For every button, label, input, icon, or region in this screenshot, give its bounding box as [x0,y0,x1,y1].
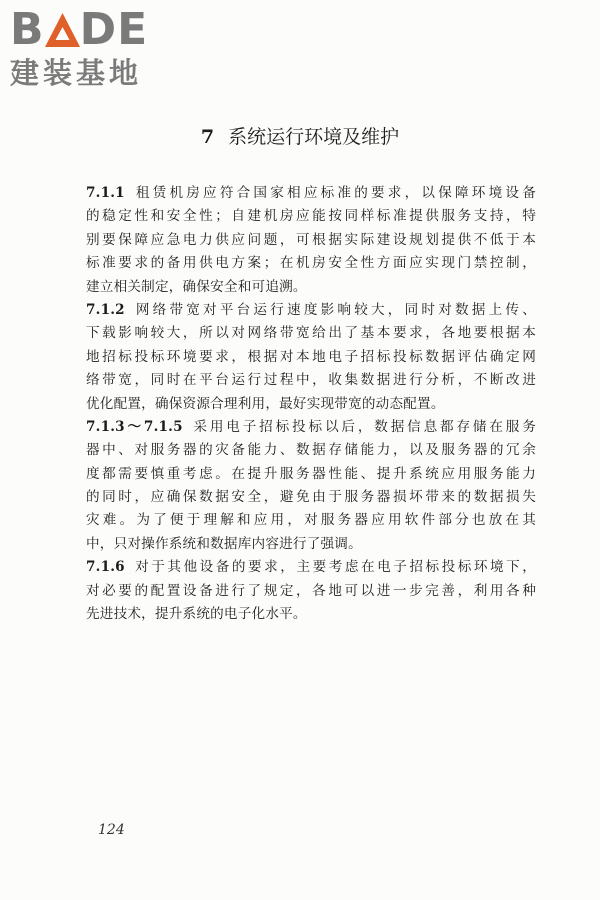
section-line: 度都需要慎重考虑。在提升服务器性能、提升系统应用服务能力 [86,465,536,482]
section-line [86,299,536,322]
section-text: 对于其他设备的要求，主要考虑在电子招标投标环境下， [132,559,536,576]
logo-letters-de: DE [79,4,149,55]
section-line: 下载影响较大，所以对网络带宽给出了基本要求，各地要根据本 [86,325,536,342]
section-line: 的稳定性和安全性；自建机房应能按同样标准提供服务支持，特 [86,208,536,225]
section-line: 优化配置，确保资源合理利用，最好实现带宽的动态配置。 [86,395,445,412]
section-line: 器中、对服务器的灾备能力、数据存储能力，以及服务器的冗余 [86,442,536,459]
logo-letter-a [45,6,80,54]
section-text: 租赁机房应符合国家相应标准的要求，以保障环境设备 [132,185,536,201]
section-line: 对必要的配置设备进行了规定，各地可以进一步完善，利用各种 [86,582,536,599]
section-line: 建立相关制定，确保安全和可追溯。 [86,278,307,295]
logo-subtitle: 建装基地 [10,56,143,90]
logo-wordmark [10,6,175,54]
logo-letter-b: B [10,4,45,55]
section-line: 地招标投标环境要求，根据对本地电子招标投标数据评估确定网 [86,348,536,365]
chapter-title [0,124,600,150]
section-number: 7.1.1 [86,185,125,201]
section-number: 7.1.3～7.1.5 [86,418,183,435]
logo-a-triangle-icon [45,13,80,47]
bade-logo [10,6,175,98]
section-line: 络带宽，同时在平台运行过程中，收集数据进行分析，不断改进 [86,372,536,389]
section-number: 7.1.6 [86,559,125,576]
page-number: 124 [98,822,125,838]
section-line: 别要保障应急电力供应问题，可根据实际建设规划提供不低于本 [86,231,536,248]
section-line [86,416,536,439]
section-line [86,556,536,579]
section-line: 标准要求的备用供电方案；在机房安全性方面应实现门禁控制， [86,255,536,272]
chapter-title-text: 系统运行环境及维护 [228,126,400,148]
section-line: 先进技术，提升系统的电子化水平。 [86,606,307,623]
document-body [86,182,536,626]
section-line: 灾难。为了便于理解和应用，对服务器应用软件部分也放在其 [86,512,536,529]
section-number: 7.1.2 [86,301,125,318]
section-line: 中，只对操作系统和数据库内容进行了强调。 [86,535,362,552]
section-line [86,182,536,205]
section-text: 采用电子招标投标以后，数据信息都存储在服务 [190,418,537,435]
chapter-number: 7 [200,126,215,148]
section-text: 网络带宽对平台运行速度影响较大，同时对数据上传、 [132,301,536,318]
section-line: 的同时，应确保数据安全，避免由于服务器损坏带来的数据损失 [86,489,536,506]
